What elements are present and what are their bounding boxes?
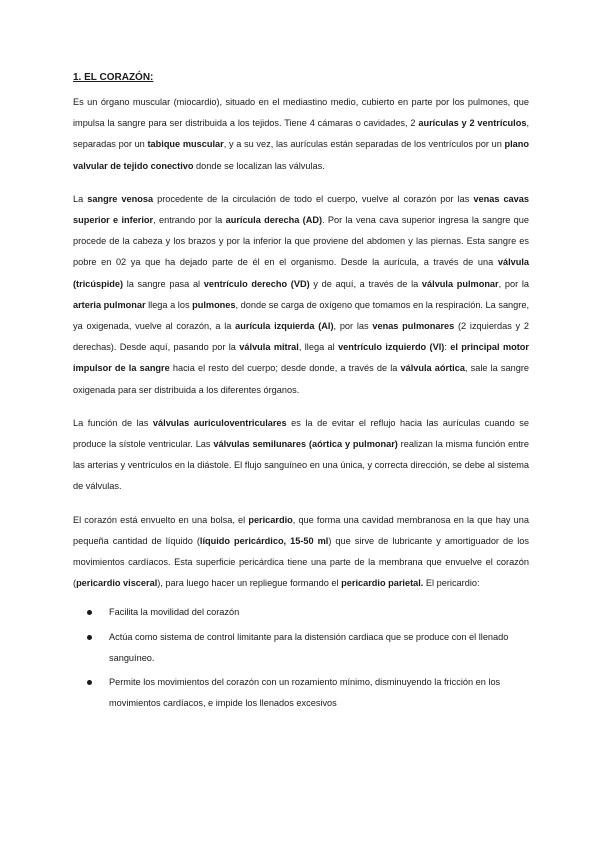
pericardium-function-list (73, 602, 529, 714)
bullet-icon (87, 610, 92, 615)
list-item (73, 602, 529, 623)
text-run: , llega al (298, 342, 339, 353)
document-page (73, 70, 529, 717)
text-run: , que forma una cavidad membranosa en la que hay una pequeña cantidad de líquido ( (73, 514, 529, 546)
bold-term: arteria pulmonar (73, 299, 146, 310)
bold-term: ventrículo derecho (VD) (203, 278, 310, 289)
text-run: y de aquí, a través de la (309, 278, 422, 289)
text-run: es la de evitar el reflujo hacia las aurículas cuando se produce la sístole ventricular. Las (73, 417, 529, 450)
bold-term: venas cavas superior e inferior (73, 193, 529, 226)
text-run: , entrando por la (153, 215, 226, 226)
text-run: llega a los (145, 299, 193, 310)
text-run: hacia el resto del cuerpo; desde donde, a través de la (169, 363, 401, 374)
text-run: La (73, 193, 88, 204)
text-run: , sale la sangre oxigenada para ser distribuida a los diferentes órganos. (73, 363, 530, 395)
list-item-text: Actúa como sistema de control limitante para la distensión cardiaca que se produce con el llenado sanguíneo. (109, 631, 509, 663)
bullet-icon (87, 680, 92, 685)
text-run: . Por la vena cava superior ingresa la sangre que procede de la cabeza y los brazos y por la inferior la que proviene del abdomen y las piernas. Esta sangre es pobre en 02 ya que ha dejado parte de él en el organismo. Desde la aurícula, a través de una (73, 215, 530, 268)
list-item-text: Facilita la movilidad del corazón (109, 607, 240, 618)
bold-term: líquido pericárdico, 15-50 ml (199, 535, 329, 546)
text-run: , separadas por un (73, 118, 529, 150)
text-run: procedente de la circulación de todo el cuerpo, vuelve al corazón por las (153, 193, 474, 204)
text-run: La función de las (73, 417, 153, 428)
text-run: , por la (498, 278, 529, 289)
text-run: donde se localizan las válvulas. (193, 160, 325, 171)
text-run: ), para luego hacer un repliegue formando el (157, 578, 342, 589)
bold-term: válvula pulmonar (421, 278, 499, 289)
paragraph-intro (73, 92, 529, 177)
paragraph-pericardium (73, 510, 529, 595)
bold-term: válvula mitral (239, 342, 299, 353)
bold-term: pulmones (192, 299, 236, 310)
text-run: El corazón está envuelto en una bolsa, el (73, 514, 249, 525)
bold-term: venas pulmonares (372, 321, 455, 332)
section-heading: 1. EL CORAZÓN: (73, 72, 154, 83)
text-run: , por las (333, 321, 373, 332)
bold-term: válvula aórtica (400, 363, 465, 374)
list-item-text: Permite los movimientos del corazón con un rozamiento mínimo, disminuyendo la fricción en los movimientos cardíacos, e impide los llenados excesivos (109, 677, 501, 709)
text-run: realizan la misma función entre las arterias y ventrículos en la diástole. El flujo sanguíneo en una única, y correcta dirección, se debe al sistema de válvulas. (73, 439, 529, 492)
paragraph-valves (73, 413, 529, 498)
bold-term: aurícula derecha (AD) (225, 215, 323, 226)
bold-term: pericardio (248, 514, 293, 525)
bold-term: plano valvular de tejido conectivo (73, 139, 529, 171)
paragraph-circulation (73, 189, 529, 401)
list-item (73, 627, 529, 669)
bold-term: sangre venosa (87, 193, 154, 204)
bold-term: ventrículo izquierdo (VI) (338, 342, 445, 353)
bold-term: pericardio visceral (76, 578, 158, 589)
text-run: , y a su vez, las aurículas están separadas de los ventrículos por un (223, 139, 505, 150)
text-run: : (444, 342, 451, 353)
bold-term: aurícula izquierda (AI) (235, 321, 334, 332)
bold-term: aurículas y 2 ventrículos (418, 118, 527, 129)
bullet-icon (87, 635, 92, 640)
bold-term: válvulas semilunares (aórtica y pulmonar) (213, 439, 398, 450)
text-run: ) que sirve de lubricante y amortiguador de los movimientos cardíacos. Esta superficie pericárdica tiene una parte de la membrana que envuelve el corazón ( (73, 535, 529, 589)
list-item (73, 672, 529, 714)
bold-term: válvulas auriculoventriculares (152, 417, 287, 428)
text-run: la sangre pasa al (123, 278, 204, 289)
bold-term: tabique muscular (147, 139, 224, 150)
bold-term: válvula (tricúspide) (73, 257, 529, 289)
text-run: , donde se carga de oxígeno que tomamos en la respiración. La sangre, ya oxigenada, vuelve al corazón, a la (73, 299, 530, 332)
text-run: Es un órgano muscular (miocardio), situado en el mediastino medio, cubierto en parte por los pulmones, que impulsa la sangre para ser distribuida a los tejidos. Tiene 4 cámaras o cavidades, 2 (73, 97, 529, 129)
text-run: El pericardio: (423, 578, 480, 589)
text-run: (2 izquierdas y 2 derechas). Desde aquí, pasando por la (73, 321, 530, 353)
bold-term: pericardio parietal. (341, 578, 424, 589)
bold-term: el principal motor impulsor de la sangre (73, 342, 529, 374)
